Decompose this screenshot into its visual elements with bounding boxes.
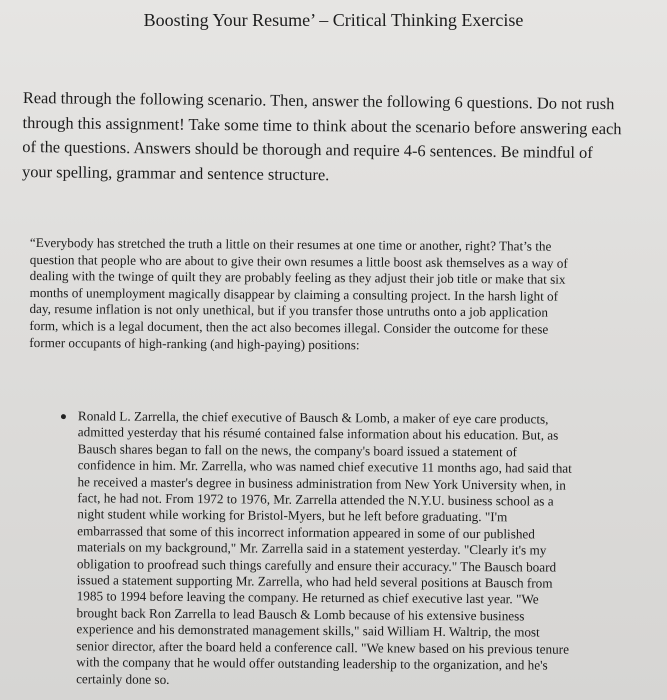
examples-list [38, 408, 575, 691]
bullet-icon [61, 414, 66, 419]
title-prefix: Boosting Your Resume’ [143, 10, 315, 30]
title-suffix: Critical Thinking Exercise [332, 10, 524, 30]
list-item [38, 408, 575, 691]
scenario-quote: “Everybody has stretched the truth a little on their resumes at one time or another, right? That’s the question that people who are about to give their own resumes a little boost ask themselves as a way of dealing with the twinge of quilt they are probably feeling as they adjust their job title or make that six months of unemployment magically disappear by claiming a consulting project. In the harsh light of day, resume inflation is not only unethical, but if you transfer those untruths onto a job application form, which is a legal document, then the act also becomes illegal. Consider the outcome for these former occupants of high-ranking (and high-paying) positions: [29, 235, 568, 352]
instructions-paragraph: Read through the following scenario. Then, answer the following 6 questions. Do not rush through this assignment! Take some time to think about the scenario before answering each of the questions. Answers should be thorough and require 4-6 sentences. Be mindful of your spelling, grammar and sentence structure. [22, 87, 622, 184]
page-title [0, 9, 667, 31]
example-text: Ronald L. Zarrella, the chief executive of Bausch & Lomb, a maker of eye care products, admitted yesterday that his résumé contained false information about his education. But, as Bausch shares began to fall on the news, the company's board issued a statement of confidence in him. Mr. Zarrella, who was named chief executive 11 months ago, had said that he received a master's degree in business administration from New York University when, in fact, he had not. From 1972 to 1976, Mr. Zarrella attended the N.Y.U. business school as a night student while working for Bristol-Myers, but he left before graduating. "I'm embarrassed that some of this incorrect information appeared in some of our published materials on my background," Mr. Zarrella said in a statement yesterday. "Clearly it's my obligation to proofread such things carefully and ensure their accuracy." The Bausch board issued a statement supporting Mr. Zarrella, who had held several positions at Bausch from 1985 to 1994 before leaving the company. He returned as chief executive last year. "We brought back Ron Zarrella to lead Bausch & Lomb because of his extensive business experience and his demonstrated management skills," said William H. Waltrip, the most senior director, after the board held a conference call. "We knew based on his previous tenure with the company that he would offer outstanding leadership to the organization, and he's certainly done so. [76, 408, 572, 687]
title-separator: – [314, 10, 333, 30]
